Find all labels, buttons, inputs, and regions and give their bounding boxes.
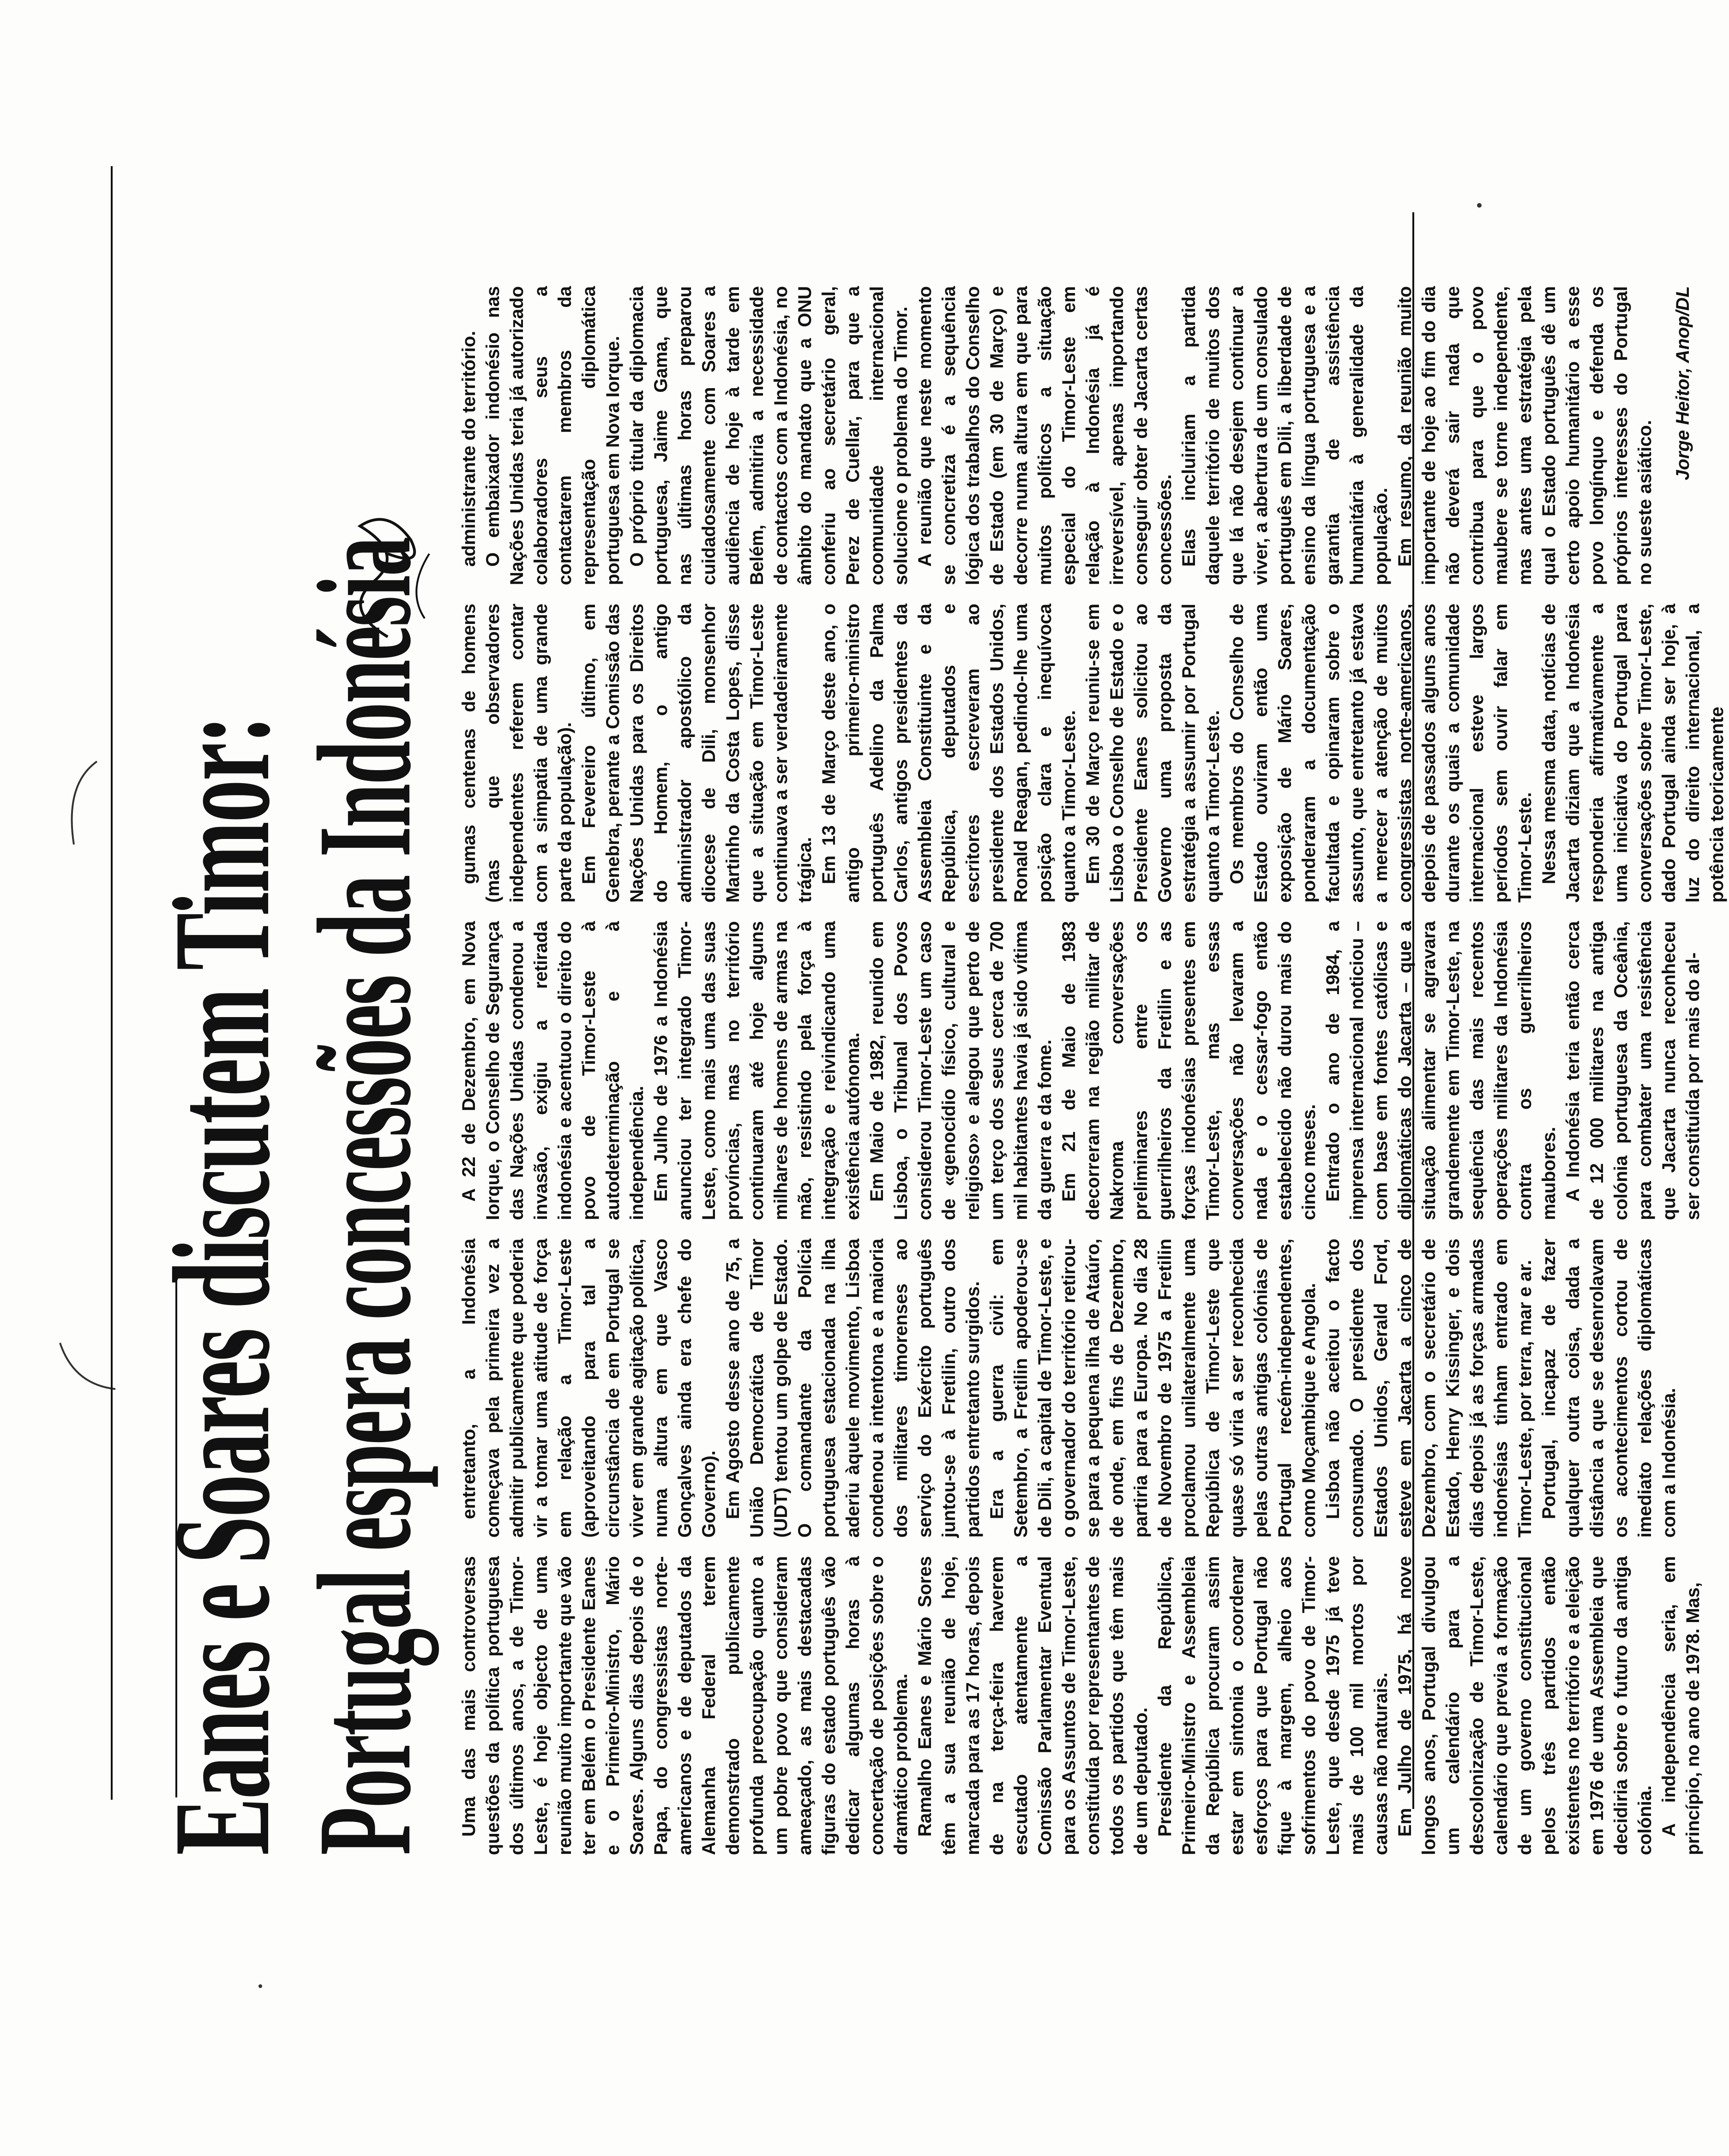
paragraph: entretanto, a Indonésia começava pela primeira vez a admitir publicamente que poderia vir a tomar uma atitude de força em relação a Timor-Leste (aproveitando para tal a circunstância de em Portugal se viver em grande agitação política, numa altura em que Vasco Gonçalves ainda era chefe do Governo). (459, 1239, 719, 1538)
article-column-1 (457, 1556, 1703, 1855)
paragraph: Em Julho de 1975, há nove longos anos, Portugal divulgou um calendário para a descolonização de Timor-Leste, calendário que previa a formação de um governo constitucional pelos três partidos então existentes no território e a eleição em 1976 de uma Assembleia que decidiria sobre o futuro da antiga colónia. (1395, 1556, 1655, 1855)
paragraph: Em 30 de Março reuniu-se em Lisboa o Conselho de Estado e o Presidente Eanes solicitou ao Governo uma proposta da estratégia a assumir por Portugal quanto a Timor-Leste. (1083, 604, 1223, 903)
paragraph: Em Fevereiro último, em Genebra, perante a Comissão das Nações Unidas para os Direitos do Homem, o antigo administrador apostólico da diocese de Dili, monsenhor Martinho da Costa Lopes, disse que a situação em Timor-Leste continuava a ser verdadeiramente trágica. (579, 604, 815, 903)
paragraph: Ramalho Eanes e Mário Sores têm a sua reunião de hoje, marcada para as 17 horas, depois de na terça-feira haverem escutado atentamente a Comissão Parlamentar Eventual para os Assuntos de Timor-Leste, constituída por representantes de todos os partidos que têm mais de um deputado. (915, 1556, 1151, 1855)
paragraph: O embaixador indonésio nas Nações Unidas teria já autorizado colaboradores seus a contactarem membros da representação diplomática portuguesa em Nova Iorque. (483, 286, 623, 585)
newspaper-article (143, 286, 1727, 1855)
paragraph: Lisboa não aceitou o facto consumado. O presidente dos Estados Unidos, Gerald Ford, esteve em Jacarta a cinco de Dezembro, com o secretário de Estado, Henry Kissinger, e dois dias depois já as forças armadas indonésias tinham entrado em Timor-Leste, por terra, mar e ar. (1323, 1239, 1535, 1538)
paragraph: Presidente da República, Primeiro-Ministro e Assembleia da República procuram assim estar em sintonia o coordenar esforços para que Portugal não fique à margem, alheio aos sofrimentos do povo de Timor-Leste, que desde 1975 já teve mais de 100 mil mortos por causas não naturais. (1155, 1556, 1391, 1855)
scan-speck (258, 1984, 262, 1988)
paragraph: Em Julho de 1976 a Indonésia anunciou ter integrado Timor-Leste, como mais uma das suas províncias, mas no território continuaram até hoje alguns milhares de homens de armas na mão, resistindo pela força à integração e reivindicando uma existência autónoma. (651, 921, 863, 1220)
scan-curve-mark (55, 1338, 120, 1394)
paragraph: A independência seria, em princípio, no ano de 1978. Mas, (1659, 1556, 1703, 1855)
paragraph: gumas centenas de homens (mas que observadores independentes referem contar com a simpatia de uma grande parte da população). (459, 604, 575, 903)
article-column-5 (457, 286, 1693, 585)
byline: Jorge Heitor, Anop/DL (1673, 286, 1693, 480)
article-column-4 (457, 604, 1727, 903)
article-column-2 (457, 1239, 1679, 1538)
paragraph: Em 13 de Março deste ano, o antigo primeiro-ministro português Adelino da Palma Carlos, antigos presidentes da Assembleia Constituinte e da República, deputados e escritores escreveram ao presidente dos Estados Unidos, Ronald Reagan, pedindo-lhe uma posição clara e inequívoca quanto a Timor-Leste. (819, 604, 1079, 903)
paragraph: Era a guerra civil: em Setembro, a Fretilin apoderou-se de Dili, a capital de Timor-Leste, e o governador do território retirou-se para a pequena ilha de Ataúro, de onde, em fins de Dezembro, partiria para a Europa. No dia 28 de Novembro de 1975 a Fretilin proclamou unilateralmente uma República de Timor-Leste que quase só viria a ser reconhecida pelas outras antigas colónias de Portugal recém-independentes, como Moçambique e Angola. (987, 1239, 1319, 1538)
paragraph: Portugal, incapaz de fazer qualquer outra coisa, dada a distância a que se desenrolavam os acontecimentos cortou de imediato relações diplomáticas com a Indonésia. (1539, 1239, 1679, 1538)
scan-curve-mark (46, 757, 102, 849)
scan-speck (1477, 203, 1482, 208)
paragraph: Elas incluiriam a partida daquele território de muitos dos que lá não desejem continuar a viver, a abertura de um consulado português em Dili, a liberdade de ensino da língua portuguesa e a garantia de assistência humanitária à generalidade da população. (1179, 286, 1391, 585)
subheadline: Portugal espera concessões da Indonésia (290, 538, 438, 1855)
handwritten-signature (332, 498, 443, 646)
paragraph: Uma das mais controversas questões da política portuguesa dos últimos anos, a de Timor-Leste, é hoje objecto de uma reunião muito importante que vão ter em Belém o Presidente Eanes e o Primeiro-Ministro, Mário Soares. Alguns dias depois de o Papa, do congressistas norte-americanos e de deputados da Alemanha Federal terem demonstrado publicamente profunda preocupação quanto a um pobre povo que consideram ameaçado, as mais destacadas figuras do estado português vão dedicar algumas horas à concertação de posições sobre o dramático problema. (459, 1556, 911, 1855)
article-columns (457, 286, 1727, 1855)
paragraph: Nessa mesma data, notícias de Jacarta diziam que a Indonésia responderia afirmativamente a uma iniciativa do Portugal para conversações sobre Timor-Leste, dado Portugal ainda ser hoje, à luz do direito internacional, a potência teoricamente (1539, 604, 1727, 903)
paragraph: Os membros do Conselho de Estado ouviram então uma exposição de Mário Soares, ponderaram a documentação facultada e opinaram sobre o assunto, que entretanto já estava a merecer a atenção de muitos congressistas norte-americanos, depois de passados alguns anos durante os quais a comunidade internacional esteve largos períodos sem ouvir falar em Timor-Leste. (1227, 604, 1535, 903)
paragraph: Entrado o ano de 1984, a imprensa internacional noticiou – com base em fontes católicas e diplomáticas do Jacarta – que a situação alimentar se agravara grandemente em Timor-Leste, na sequência das mais recentos operações militares da Indonésia contra os guerrilheiros maubores. (1323, 921, 1559, 1220)
paragraph: A reunião que neste momento se concretiza é a sequência lógica dos trabalhos do Conselho de Estado (em 30 de Março) e decorre numa altura em que para muitos políticos a situação especial do Timor-Leste em relação à Indonésia já é irreversível, apenas importando conseguir obter de Jacarta certas concessões. (915, 286, 1175, 585)
paragraph: Em 21 de Maio de 1983 decorreram na região militar de Nakroma conversações preliminares entre os guerrilheiros da Fretilin e as forças indonésias presentes em Timor-Leste, mas essas conversações não levaram a nada e o cessar-fogo então estabelecido não durou mais do cinco meses. (1059, 921, 1319, 1220)
article-column-3 (457, 921, 1703, 1220)
paragraph: A 22 de Dezembro, em Nova Iorque, o Conselho de Segurança das Nações Unidas condenou a invasão, exigiu a retirada indonésia e acentuou o direito do povo de Timor-Leste à autodeterminação e à independência. (459, 921, 647, 1220)
headline: Eanes e Soares discutem Timor: (145, 716, 298, 1855)
paragraph: Em Maio de 1982, reunido em Lisboa, o Tribunal dos Povos considerou Timor-Leste um caso de «genocídio físico, cultural e religioso» e alegou que perto de um terço dos seus cerca de 700 mil habitantes havia já sido vítima da guerra e da fome. (867, 921, 1055, 1220)
paragraph: Em resumo, da reunião muito importante de hoje ao fim do dia não deverá sair nada que contribua para que o povo maubere se torne independente, mas antes uma estratégia pela qual o Estado português dê um certo apoio humanitário a esse povo longínquo e defenda os próprios interesses do Portugal no sueste asiático. (1395, 286, 1655, 585)
paragraph: A Indonésia teria então cerca de 12 000 militares na antiga colónia portuguesa da Oceânia, para combater uma resistência que Jacarta nunca reconheceu ser constituída por mais do al- (1563, 921, 1703, 1220)
paragraph: Em Agosto desse ano de 75, a União Democrática de Timor (UDT) tentou um golpe de Estado. O comandante da Polícia portuguesa estacionada na ilha aderiu àquele movimento, Lisboa condenou a intentona e a maioria dos militares timorenses ao serviço do Exército português juntou-se à Fretilin, outro dos partidos entretanto surgidos. (723, 1239, 983, 1538)
paragraph: O próprio titular da diplomacia portuguesa, Jaime Gama, que nas últimas horas preparou cuidadosamente com Soares a audiência de hoje à tarde em Belém, admitiria a necessidade de contactos com a Indonésia, no âmbito do mandato que a ONU conferiu ao secretário geral, Perez de Cuellar, para que a coomunidade internacional solucione o problema do Timor. (627, 286, 911, 585)
paragraph: administrante do território. (459, 330, 479, 567)
page-rule-left (111, 166, 113, 1800)
